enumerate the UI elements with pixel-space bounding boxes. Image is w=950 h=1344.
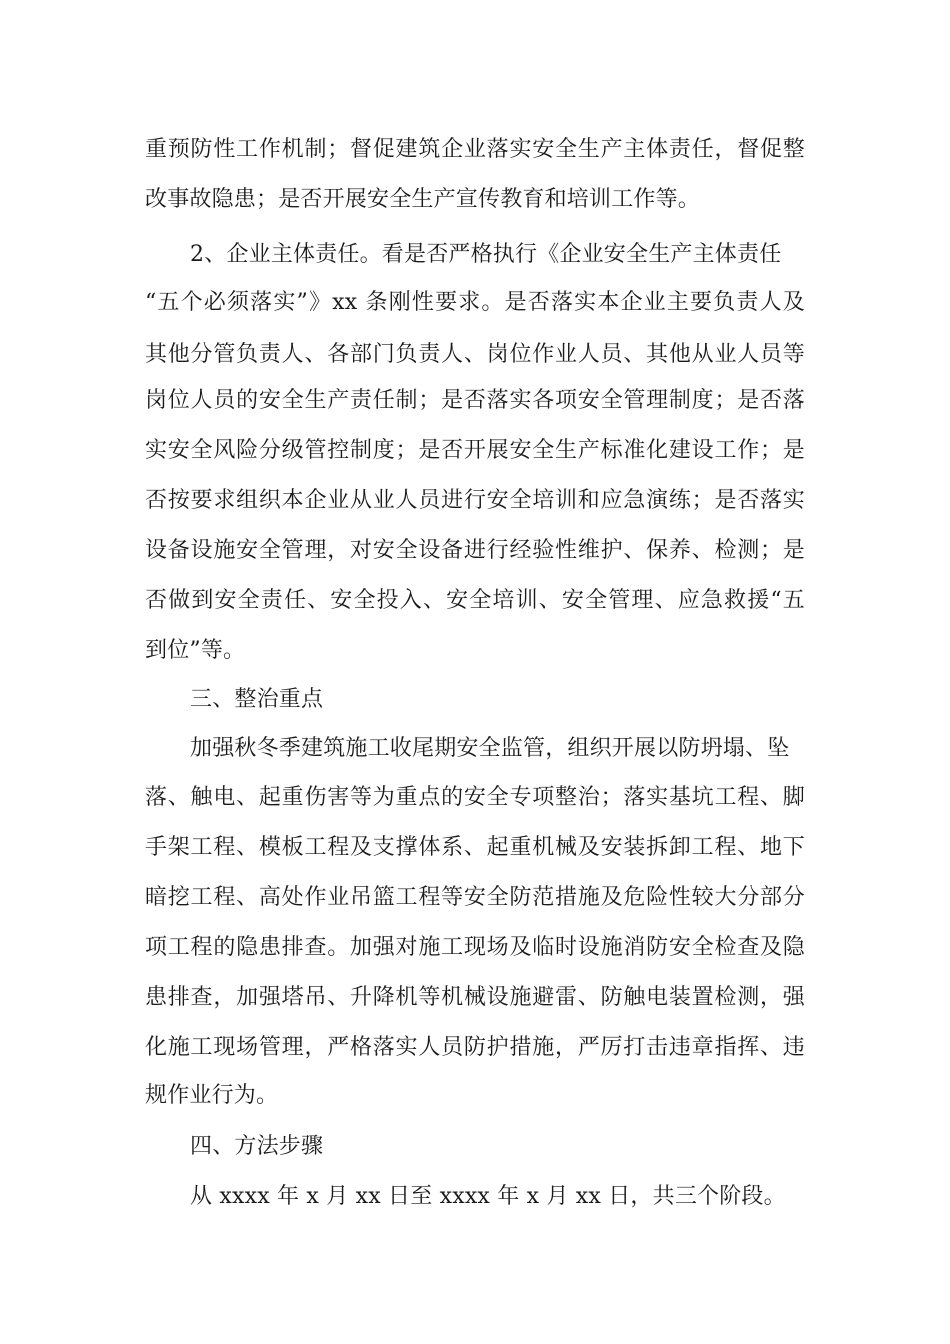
paragraph-line: 项工程的隐患排查。加强对施工现场及临时设施消防安全检查及隐: [145, 935, 805, 960]
paragraph-line: 否按要求组织本企业从业人员进行安全培训和应急演练；是否落实: [145, 488, 805, 513]
paragraph-line: 否做到安全责任、安全投入、安全培训、安全管理、应急救援“五: [145, 588, 805, 613]
paragraph-line: “五个必须落实”》xx 条刚性要求。是否落实本企业主要负责人及: [145, 290, 805, 315]
paragraph-line: 加强秋冬季建筑施工收尾期安全监管，组织开展以防坍塌、坠: [190, 736, 790, 761]
paragraph-line: 落、触电、起重伤害等为重点的安全专项整治；落实基坑工程、脚: [145, 785, 805, 810]
paragraph-line: 实安全风险分级管控制度；是否开展安全生产标准化建设工作；是: [145, 438, 805, 463]
paragraph-line: 2、企业主体责任。看是否严格执行《企业安全生产主体责任: [190, 242, 782, 267]
paragraph-line: 到位”等。: [145, 638, 246, 663]
section-heading: 四、方法步骤: [190, 1134, 324, 1159]
paragraph-line: 设备设施安全管理，对安全设备进行经验性维护、保养、检测；是: [145, 538, 805, 563]
paragraph-line: 规作业行为。: [145, 1083, 279, 1108]
section-heading: 三、整治重点: [190, 687, 324, 712]
paragraph-line: 患排查，加强塔吊、升降机等机械设施避雷、防触电装置检测，强: [145, 985, 805, 1010]
paragraph-line: 岗位人员的安全生产责任制；是否落实各项安全管理制度；是否落: [145, 388, 805, 413]
paragraph-line: 暗挖工程、高处作业吊篮工程等安全防范措施及危险性较大分部分: [145, 885, 805, 910]
paragraph-line: 改事故隐患；是否开展安全生产宣传教育和培训工作等。: [145, 187, 701, 212]
paragraph-line: 化施工现场管理，严格落实人员防护措施，严厉打击违章指挥、违: [145, 1035, 805, 1060]
paragraph-line: 手架工程、模板工程及支撑体系、起重机械及安装拆卸工程、地下: [145, 835, 805, 860]
paragraph-line: 重预防性工作机制；督促建筑企业落实安全生产主体责任，督促整: [145, 137, 805, 162]
paragraph-line: 从 xxxx 年 x 月 xx 日至 xxxx 年 x 月 xx 日，共三个阶段。: [190, 1184, 786, 1209]
paragraph-line: 其他分管负责人、各部门负责人、岗位作业人员、其他从业人员等: [145, 342, 805, 367]
